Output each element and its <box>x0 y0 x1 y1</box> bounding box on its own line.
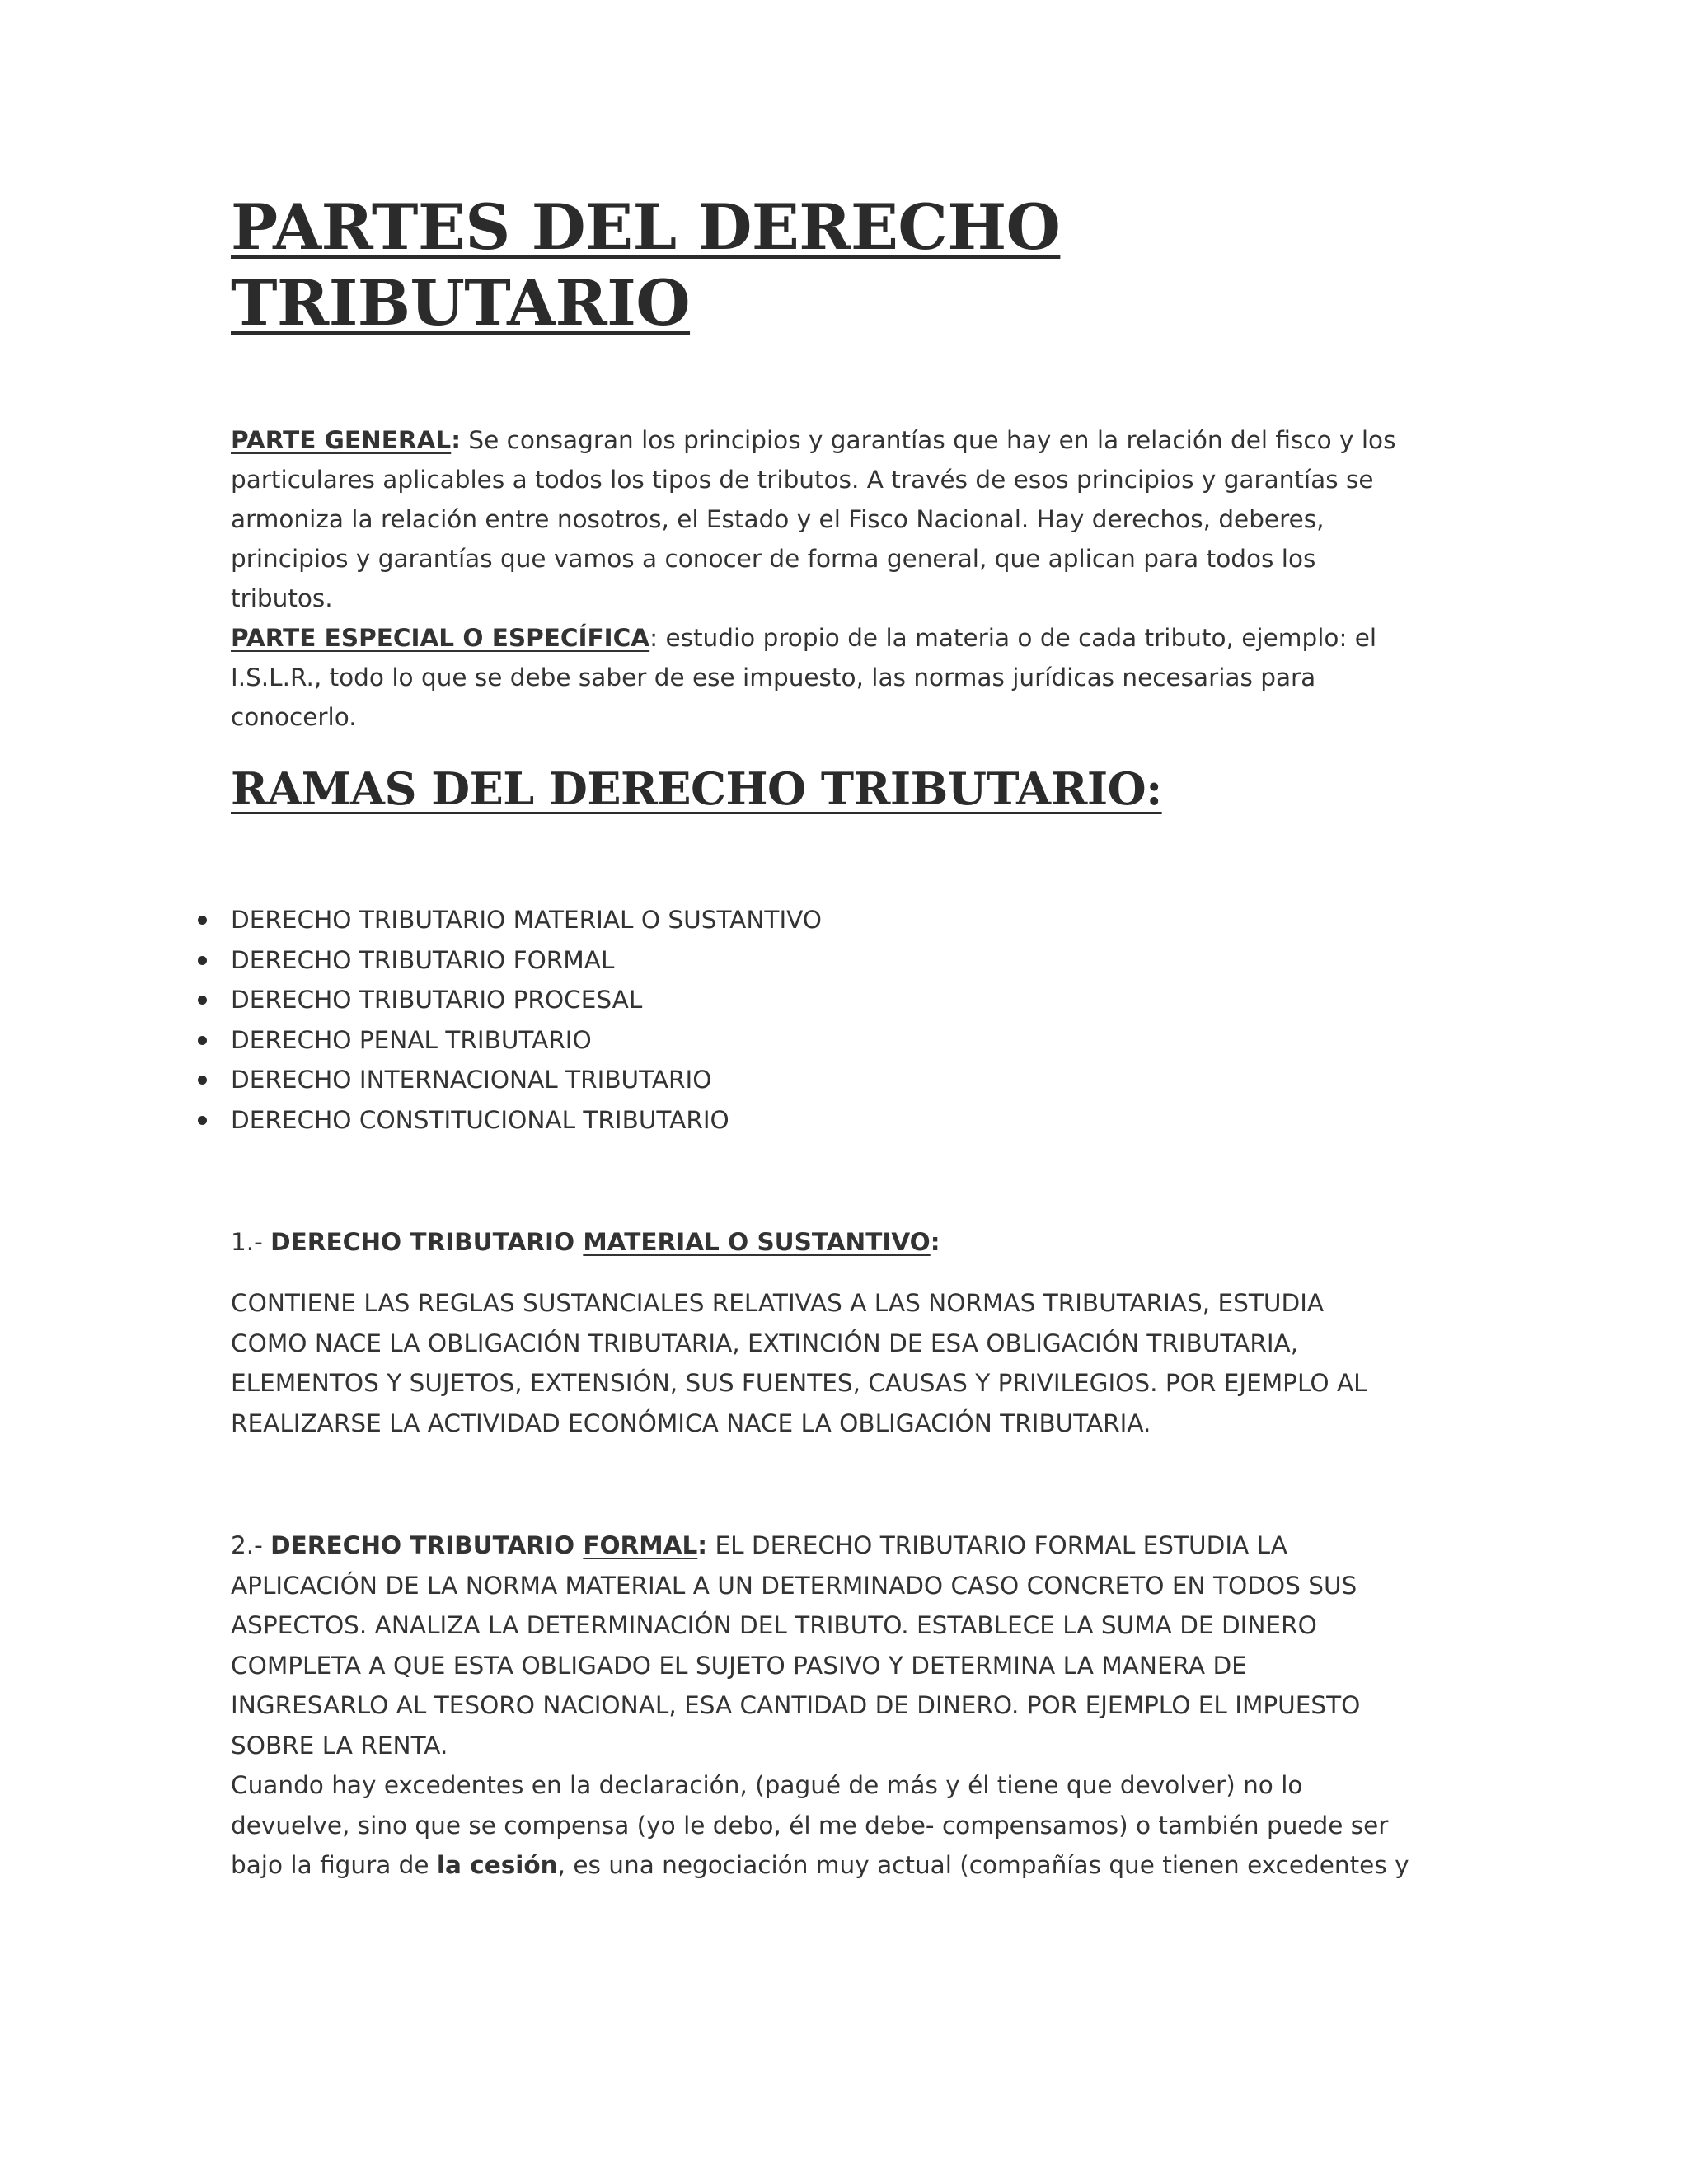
title-line-2: TRIBUTARIO <box>231 266 691 340</box>
section-2-mixed-line: devuelve, sino que se compensa (yo le debo, él me debe- compensamos) o también puede ser <box>231 1811 1389 1840</box>
section-1-heading <box>231 1222 1442 1262</box>
parte-especial-line: estudio propio de la materia o de cada tributo, ejemplo: el <box>658 624 1377 652</box>
parte-especial-paragraph <box>231 618 1442 737</box>
section-2-body <box>231 1526 1442 1886</box>
section-2-line: APLICACIÓN DE LA NORMA MATERIAL A UN DETERMINADO CASO CONCRETO EN TODOS SUS <box>231 1571 1357 1600</box>
section-2-underlined: FORMAL <box>583 1531 698 1559</box>
section-2-number: 2.- <box>231 1531 271 1559</box>
section-2-line: ASPECTOS. ANALIZA LA DETERMINACIÓN DEL TRIBUTO. ESTABLECE LA SUMA DE DINERO <box>231 1611 1317 1639</box>
section-2-last-bold: la cesión <box>436 1851 558 1879</box>
parte-general-line: particulares aplicables a todos los tipos de tributos. A través de esos principios y garantías se <box>231 466 1374 494</box>
list-item-label: DERECHO INTERNACIONAL TRIBUTARIO <box>231 1066 712 1094</box>
list-item-label: DERECHO TRIBUTARIO MATERIAL O SUSTANTIVO <box>231 906 823 934</box>
parte-especial-line: I.S.L.R., todo lo que se debe saber de ese impuesto, las normas jurídicas necesarias para <box>231 663 1316 691</box>
ramas-list <box>231 900 1442 1140</box>
document-page <box>231 190 1442 1886</box>
parte-especial-label: PARTE ESPECIAL O ESPECÍFICA <box>231 624 650 652</box>
parte-general-line: principios y garantías que vamos a conocer de forma general, que aplican para todos los <box>231 545 1316 573</box>
list-item-label: DERECHO TRIBUTARIO FORMAL <box>231 945 615 974</box>
parte-general-line: tributos. <box>231 584 333 612</box>
section-1-line: COMO NACE LA OBLIGACIÓN TRIBUTARIA, EXTINCIÓN DE ESA OBLIGACIÓN TRIBUTARIA, <box>231 1329 1299 1357</box>
bullet-icon <box>198 1116 207 1125</box>
section-1-line: CONTIENE LAS REGLAS SUSTANCIALES RELATIVAS A LAS NORMAS TRIBUTARIAS, ESTUDIA <box>231 1289 1325 1317</box>
title-line-1: PARTES DEL DERECHO <box>231 190 1061 264</box>
section-1-body <box>231 1283 1442 1443</box>
section-2-line: COMPLETA A QUE ESTA OBLIGADO EL SUJETO PASIVO Y DETERMINA LA MANERA DE <box>231 1651 1247 1680</box>
section-2-last-pre: bajo la figura de <box>231 1851 437 1879</box>
section-1-line: ELEMENTOS Y SUJETOS, EXTENSIÓN, SUS FUENTES, CAUSAS Y PRIVILEGIOS. POR EJEMPLO AL <box>231 1369 1367 1397</box>
bullet-icon <box>198 956 207 965</box>
list-item-label: DERECHO TRIBUTARIO PROCESAL <box>231 986 643 1014</box>
section-2-colon: : <box>697 1531 708 1559</box>
parte-general-line: armoniza la relación entre nosotros, el Estado y el Fisco Nacional. Hay derechos, deberes, <box>231 505 1325 533</box>
ramas-heading: RAMAS DEL DERECHO TRIBUTARIO: <box>231 762 1162 815</box>
section-1-number: 1.- <box>231 1228 271 1256</box>
parte-general-label: PARTE GENERAL <box>231 426 452 454</box>
list-item <box>231 1060 1442 1100</box>
list-item-label: DERECHO PENAL TRIBUTARIO <box>231 1025 592 1054</box>
section-1-colon: : <box>930 1228 940 1256</box>
list-item <box>231 980 1442 1020</box>
section-2-mixed-line: Cuando hay excedentes en la declaración, (pagué de más y él tiene que devolver) no lo <box>231 1771 1303 1799</box>
section-2-last-post: , es una negociación muy actual (compañías que tienen excedentes y <box>557 1851 1409 1879</box>
section-1-bold: DERECHO TRIBUTARIO <box>270 1228 584 1256</box>
section-2-bold: DERECHO TRIBUTARIO <box>270 1531 584 1559</box>
section-2-line: SOBRE LA RENTA. <box>231 1731 448 1760</box>
section-1-line: REALIZARSE LA ACTIVIDAD ECONÓMICA NACE LA OBLIGACIÓN TRIBUTARIA. <box>231 1408 1151 1437</box>
bullet-icon <box>198 1076 207 1085</box>
bullet-icon <box>198 916 207 925</box>
list-item <box>231 1100 1442 1141</box>
list-item <box>231 940 1442 981</box>
parte-general-colon: : <box>451 426 462 454</box>
parte-especial-line: conocerlo. <box>231 703 357 731</box>
document-title <box>231 190 1442 341</box>
section-2-line: INGRESARLO AL TESORO NACIONAL, ESA CANTIDAD DE DINERO. POR EJEMPLO EL IMPUESTO <box>231 1691 1361 1719</box>
parte-especial-colon: : <box>649 624 659 652</box>
parte-general-paragraph <box>231 420 1442 618</box>
parte-general-line: Se consagran los principios y garantías que hay en la relación del fisco y los <box>461 426 1396 454</box>
bullet-icon <box>198 1036 207 1045</box>
bullet-icon <box>198 996 207 1005</box>
section-2-first-line: EL DERECHO TRIBUTARIO FORMAL ESTUDIA LA <box>707 1531 1287 1559</box>
list-item-label: DERECHO CONSTITUCIONAL TRIBUTARIO <box>231 1105 729 1134</box>
list-item <box>231 1020 1442 1061</box>
list-item <box>231 900 1442 940</box>
section-1-underlined: MATERIAL O SUSTANTIVO <box>583 1228 931 1256</box>
